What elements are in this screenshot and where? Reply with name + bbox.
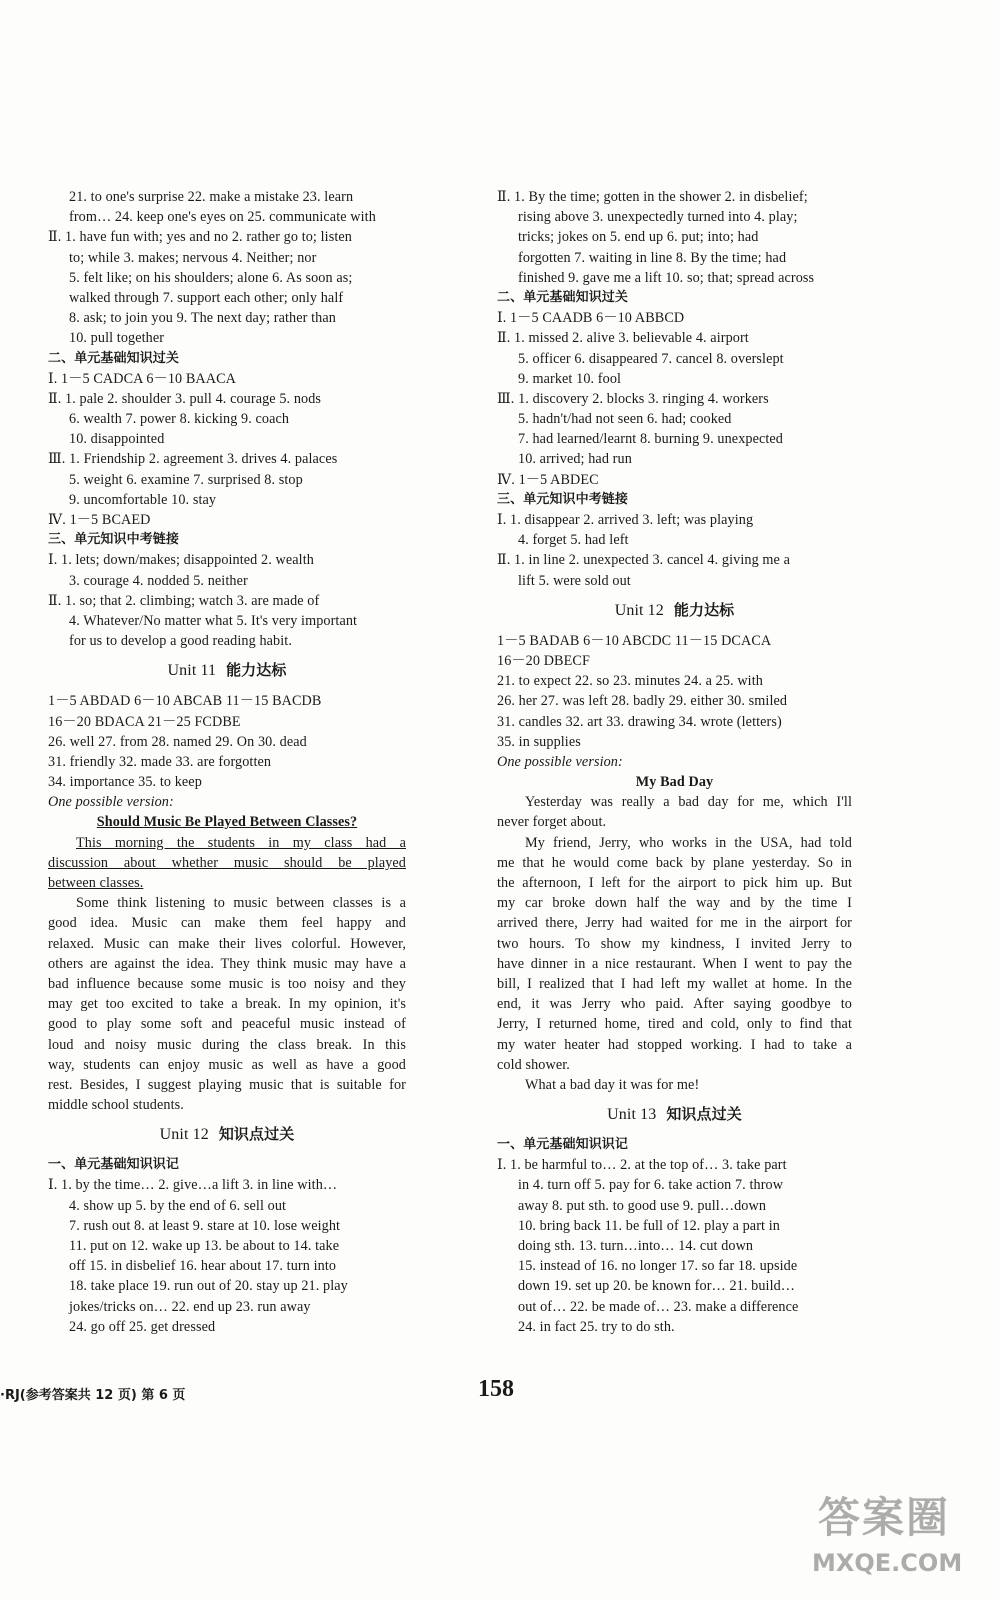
answer-line: 10. disappointed [69, 431, 165, 448]
answer-line: Ⅰ. 1. by the time… 2. give…a lift 3. in line with… [48, 1177, 338, 1194]
answer-line: Ⅰ. 1－5 CADCA 6－10 BAACA [48, 370, 237, 387]
unit-heading [48, 1115, 406, 1155]
section-heading: 二、单元基础知识过关 [497, 289, 629, 305]
answer-line: 26. well 27. from 28. named 29. On 30. dead [48, 733, 307, 750]
answer-line: 21. to one's surprise 22. make a mistake 23. learn [69, 189, 354, 205]
essay-line: end, it was Jerry who paid. After saying goodbye to [497, 996, 852, 1013]
answer-line: Ⅳ. 1－5 BCAED [48, 512, 151, 528]
essay-line: others are against the idea. They think music may have a [48, 955, 406, 972]
footer-book-info: ·RJ(参考答案共 12 页) 第 6 页 [0, 1388, 186, 1403]
essay-line: relaxed. Music can make their lives colorful. However, [48, 935, 406, 952]
answer-line: Ⅰ. 1. disappear 2. arrived 3. left; was playing [497, 512, 754, 528]
watermark-logo [808, 1485, 968, 1590]
answer-line: away 8. put sth. to good use 9. pull…down [518, 1197, 767, 1214]
answer-line: 9. uncomfortable 10. stay [69, 491, 217, 508]
answer-line: rising above 3. unexpectedly turned into 4. play; [518, 209, 798, 226]
unit-heading [497, 1095, 852, 1135]
essay-line: What a bad day it was for me! [525, 1076, 700, 1093]
answer-line: 16－20 DBECF [497, 652, 590, 669]
answer-line: lift 5. were sold out [518, 572, 631, 589]
unit-number: Unit 12 [614, 601, 664, 619]
answer-line: 21. to expect 22. so 23. minutes 24. a 25. with [497, 673, 763, 690]
essay-line: may get too excited to take a break. In my opinion, it's [48, 996, 406, 1013]
answer-line: Ⅱ. 1. pale 2. shoulder 3. pull 4. courage 5. nods [48, 390, 322, 407]
answer-line: Ⅱ. 1. have fun with; yes and no 2. rather go to; listen [48, 229, 352, 246]
unit-number: Unit 13 [607, 1106, 657, 1124]
answer-line: Ⅱ. 1. missed 2. alive 3. believable 4. airport [497, 330, 749, 347]
answer-line: 16－20 BDACA 21－25 FCDBE [48, 713, 241, 730]
essay-line: Jerry, I returned home, tired and cold, only to find that [497, 1016, 852, 1033]
essay-line: good idea. Music can make them feel happy and [48, 915, 406, 932]
essay-line: good to play some soft and peaceful music instead of [48, 1016, 406, 1033]
answer-line: cold shower. [497, 1056, 570, 1073]
answer-line: 5. officer 6. disappeared 7. cancel 8. overslept [518, 350, 784, 367]
essay-line: my car broke down half the way and by the time I [497, 895, 852, 912]
answer-line: 4. show up 5. by the end of 6. sell out [69, 1197, 287, 1214]
answer-line: 24. go off 25. get dressed [69, 1318, 216, 1335]
answer-line: 31. candles 32. art 33. drawing 34. wrote (letters) [497, 713, 782, 730]
essay-line: bad influence because some music is too noisy and they [48, 975, 406, 992]
answer-line: 11. put on 12. wake up 13. be about to 14. take [69, 1238, 340, 1254]
answer-line: 9. market 10. fool [518, 370, 622, 387]
answer-line: to; while 3. makes; nervous 4. Neither; nor [69, 249, 317, 266]
answer-line: between classes. [48, 875, 144, 891]
answer-line: 1－5 ABDAD 6－10 ABCAB 11－15 BACDB [48, 693, 322, 710]
answer-line: middle school students. [48, 1097, 184, 1114]
answer-line: Ⅰ. 1－5 CAADB 6－10 ABBCD [497, 310, 685, 327]
answer-line: 10. bring back 11. be full of 12. play a part in [518, 1217, 780, 1234]
essay-line: Yesterday was really a bad day for me, which I'll [525, 794, 852, 811]
answer-line: Ⅱ. 1. in line 2. unexpected 3. cancel 4. giving me a [497, 552, 790, 569]
essay-line: the afternoon, I left for the airport to pick him up. But [497, 875, 852, 891]
unit-section-title: 知识点过关 [218, 1125, 295, 1144]
answer-line: tricks; jokes on 5. end up 6. put; into; had [518, 229, 759, 246]
answer-line: 15. instead of 16. no longer 17. so far 18. upside [518, 1258, 798, 1275]
answer-line: 6. wealth 7. power 8. kicking 9. coach [69, 411, 290, 428]
unit-number: Unit 11 [167, 662, 217, 680]
essay-line: This morning the students in my class had a [76, 834, 406, 851]
essay-line: have dinner in a nice restaurant. When I went to pay the [497, 955, 852, 972]
answer-line: off 15. in disbelief 16. hear about 17. turn into [69, 1258, 337, 1275]
answer-line: 10. arrived; had run [518, 451, 632, 468]
answer-line: 5. weight 6. examine 7. surprised 8. stop [69, 471, 303, 488]
version-label: One possible version: [48, 794, 174, 811]
answer-line: 10. pull together [69, 330, 165, 347]
essay-line: way, students can enjoy music as well as have a good [48, 1056, 406, 1073]
answer-line: 7. had learned/learnt 8. burning 9. unexpected [518, 431, 784, 448]
answer-line: Ⅳ. 1－5 ABDEC [497, 471, 599, 488]
answer-line: 5. hadn't/had not seen 6. had; cooked [518, 411, 732, 428]
answer-line: 24. in fact 25. try to do sth. [518, 1318, 675, 1335]
section-heading: 三、单元知识中考链接 [48, 532, 180, 548]
essay-line: two hours. To show my kindness, I invited Jerry to [497, 935, 852, 952]
answer-line: Ⅲ. 1. Friendship 2. agreement 3. drives 4. palaces [48, 451, 338, 468]
answer-line: 35. in supplies [497, 733, 581, 750]
watermark-url: MXQE.COM [812, 1549, 963, 1577]
answer-line: in 4. turn off 5. pay for 6. take action 7. throw [518, 1177, 784, 1194]
essay-line: rest. Besides, I suggest playing music that is suitable for [48, 1076, 406, 1093]
answer-line: Ⅰ. 1. lets; down/makes; disappointed 2. wealth [48, 552, 314, 569]
unit-heading [48, 651, 406, 691]
watermark-title: 答案圈 [818, 1493, 951, 1542]
answer-line: Ⅱ. 1. so; that 2. climbing; watch 3. are made of [48, 592, 320, 609]
answer-line: 5. felt like; on his shoulders; alone 6. As soon as; [69, 269, 353, 286]
answer-line: 1－5 BADAB 6－10 ABCDC 11－15 DCACA [497, 632, 772, 649]
essay-line: My friend, Jerry, who works in the USA, had told [525, 834, 852, 851]
answer-line: forgotten 7. waiting in line 8. By the time; had [518, 249, 787, 266]
essay-line: me that he would come back by plane yesterday. So in [497, 854, 852, 871]
section-heading: 二、单元基础知识过关 [48, 350, 180, 366]
answer-line: from… 24. keep one's eyes on 25. communicate with [69, 209, 376, 226]
answer-line: 3. courage 4. nodded 5. neither [69, 572, 248, 589]
unit-section-title: 能力达标 [673, 600, 735, 619]
essay-line: arrived there, Jerry had waited for me in the airport for [497, 915, 852, 932]
essay-title: My Bad Day [635, 774, 714, 791]
unit-section-title: 能力达标 [226, 661, 287, 680]
answer-line: doing sth. 13. turn…into… 14. cut down [518, 1238, 754, 1254]
essay-line: Some think listening to music between classes is a [76, 895, 406, 912]
left-column [48, 187, 406, 1337]
answer-line: never forget about. [497, 814, 607, 831]
essay-line: bill, I realized that I had left my wallet at home. In the [497, 975, 852, 992]
answer-line: down 19. set up 20. be known for… 21. build… [518, 1278, 796, 1295]
answer-line: 31. friendly 32. made 33. are forgotten [48, 753, 272, 770]
version-label: One possible version: [497, 753, 623, 770]
answer-line: finished 9. gave me a lift 10. so; that; spread across [518, 269, 815, 286]
essay-title: Should Music Be Played Between Classes? [96, 814, 358, 831]
answer-line: jokes/tricks on… 22. end up 23. run away [69, 1298, 311, 1315]
answer-line: 34. importance 35. to keep [48, 774, 202, 791]
section-heading: 一、单元基础知识识记 [48, 1157, 180, 1173]
answer-line: out of… 22. be made of… 23. make a difference [518, 1298, 799, 1315]
answer-line: 4. Whatever/No matter what 5. It's very important [69, 612, 358, 629]
answer-line: Ⅰ. 1. be harmful to… 2. at the top of… 3. take part [497, 1157, 787, 1174]
unit-section-title: 知识点过关 [666, 1105, 742, 1124]
answer-line: 8. ask; to join you 9. The next day; rather than [69, 310, 336, 327]
answer-line: walked through 7. support each other; only half [69, 289, 344, 306]
answer-line: 4. forget 5. had left [518, 532, 629, 549]
unit-number: Unit 12 [159, 1126, 209, 1144]
essay-line: my water heater had stopped working. I had to take a [497, 1036, 852, 1053]
page-number: 158 [478, 1376, 514, 1402]
essay-line: loud and noisy music during the class break. In this [48, 1036, 406, 1053]
right-column [497, 187, 852, 1337]
answer-line: Ⅲ. 1. discovery 2. blocks 3. ringing 4. workers [497, 390, 769, 407]
essay-line: discussion about whether music should be played [48, 854, 406, 871]
answer-line: Ⅱ. 1. By the time; gotten in the shower 2. in disbelief; [497, 189, 808, 205]
answer-line: 7. rush out 8. at least 9. stare at 10. lose weight [69, 1217, 341, 1234]
section-heading: 一、单元基础知识识记 [497, 1137, 629, 1153]
answer-line: for us to develop a good reading habit. [69, 633, 292, 650]
unit-heading [497, 591, 852, 631]
section-heading: 三、单元知识中考链接 [497, 491, 629, 507]
answer-line: 18. take place 19. run out of 20. stay up 21. play [69, 1278, 348, 1295]
answer-line: 26. her 27. was left 28. badly 29. either 30. smiled [497, 693, 788, 710]
